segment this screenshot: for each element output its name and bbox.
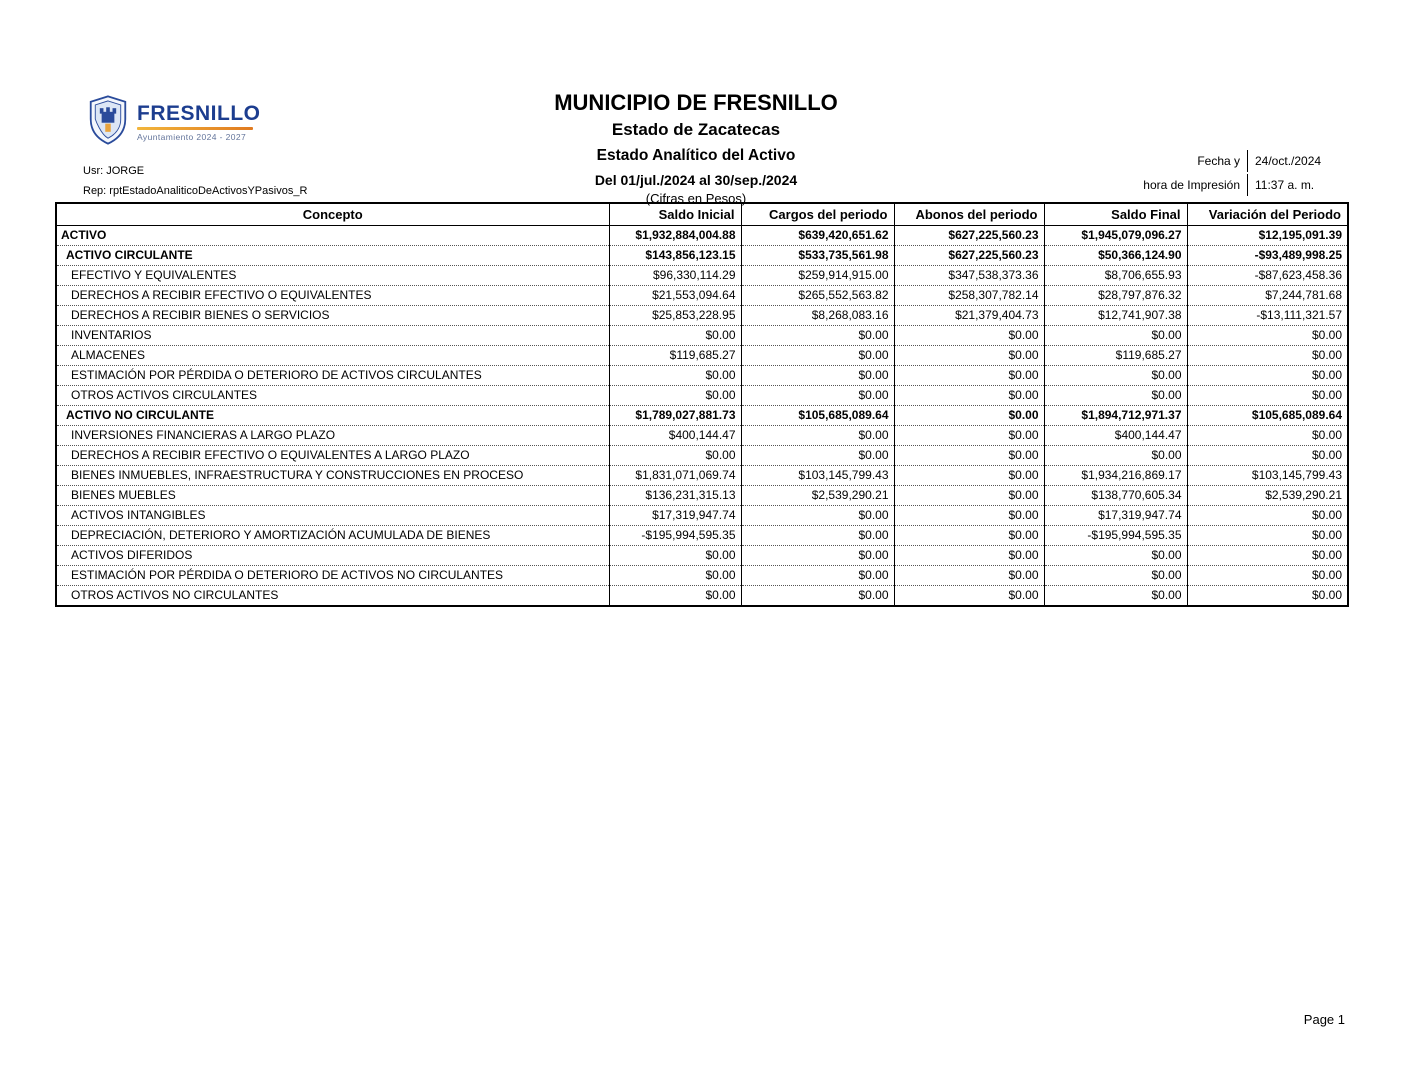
value-cell: $0.00 <box>894 545 1044 565</box>
print-date-row <box>1143 149 1347 173</box>
value-cell: -$87,623,458.36 <box>1187 265 1348 285</box>
value-cell: $627,225,560.23 <box>894 245 1044 265</box>
table-row <box>56 245 1348 265</box>
report-units: (Cifras en Pesos) <box>645 191 747 206</box>
value-cell: $0.00 <box>741 525 894 545</box>
value-cell: $0.00 <box>894 485 1044 505</box>
value-cell: $103,145,799.43 <box>741 465 894 485</box>
concepto-cell: ESTIMACIÓN POR PÉRDIDA O DETERIORO DE ACTIVOS CIRCULANTES <box>56 365 609 385</box>
table-row <box>56 445 1348 465</box>
value-cell: $12,195,091.39 <box>1187 225 1348 245</box>
print-date-value: 24/oct./2024 <box>1255 154 1322 168</box>
value-cell: $1,934,216,869.17 <box>1044 465 1187 485</box>
value-cell: $0.00 <box>609 325 741 345</box>
concepto-cell: BIENES INMUEBLES, INFRAESTRUCTURA Y CONSTRUCCIONES EN PROCESO <box>56 465 609 485</box>
value-cell: $0.00 <box>894 585 1044 606</box>
divider-line <box>1247 174 1248 196</box>
value-cell: $0.00 <box>1187 385 1348 405</box>
table-row <box>56 225 1348 245</box>
value-cell: $8,706,655.93 <box>1044 265 1187 285</box>
table-row <box>56 385 1348 405</box>
logo-subtitle: Ayuntamiento 2024 - 2027 <box>137 132 247 142</box>
table-row <box>56 525 1348 545</box>
concepto-cell: DERECHOS A RECIBIR EFECTIVO O EQUIVALENTES A LARGO PLAZO <box>56 445 609 465</box>
value-cell: $0.00 <box>609 445 741 465</box>
value-cell: $119,685.27 <box>1044 345 1187 365</box>
table-row <box>56 505 1348 525</box>
value-cell: $17,319,947.74 <box>1044 505 1187 525</box>
divider-line <box>1247 150 1248 172</box>
value-cell: $2,539,290.21 <box>1187 485 1348 505</box>
value-cell: $103,145,799.43 <box>1187 465 1348 485</box>
table-row <box>56 485 1348 505</box>
value-cell: $0.00 <box>741 345 894 365</box>
value-cell: $7,244,781.68 <box>1187 285 1348 305</box>
table-row <box>56 285 1348 305</box>
print-date-label: Fecha y <box>1197 154 1240 168</box>
value-cell: $400,144.47 <box>609 425 741 445</box>
value-cell: $21,553,094.64 <box>609 285 741 305</box>
value-cell: $136,231,315.13 <box>609 485 741 505</box>
table-row <box>56 465 1348 485</box>
concepto-cell: ESTIMACIÓN POR PÉRDIDA O DETERIORO DE ACTIVOS NO CIRCULANTES <box>56 565 609 585</box>
value-cell: $0.00 <box>1187 585 1348 606</box>
asset-statement-table <box>55 202 1349 607</box>
value-cell: -$93,489,998.25 <box>1187 245 1348 265</box>
value-cell: $2,539,290.21 <box>741 485 894 505</box>
value-cell: $25,853,228.95 <box>609 305 741 325</box>
value-cell: $0.00 <box>1187 345 1348 365</box>
value-cell: $0.00 <box>1044 585 1187 606</box>
value-cell: $0.00 <box>1187 565 1348 585</box>
value-cell: $96,330,114.29 <box>609 265 741 285</box>
value-cell: $265,552,563.82 <box>741 285 894 305</box>
report-period: Del 01/jul./2024 al 30/sep./2024 <box>594 172 798 188</box>
value-cell: $17,319,947.74 <box>609 505 741 525</box>
table-row <box>56 565 1348 585</box>
table-row <box>56 545 1348 565</box>
col-header-variacion: Variación del Periodo <box>1187 203 1348 225</box>
meta-left <box>83 165 307 205</box>
value-cell: $28,797,876.32 <box>1044 285 1187 305</box>
value-cell: $0.00 <box>741 445 894 465</box>
table-body <box>56 225 1348 606</box>
table-row <box>56 265 1348 285</box>
value-cell: $143,856,123.15 <box>609 245 741 265</box>
value-cell: $0.00 <box>1187 425 1348 445</box>
value-cell: $0.00 <box>1044 445 1187 465</box>
table-row <box>56 305 1348 325</box>
value-cell: $1,894,712,971.37 <box>1044 405 1187 425</box>
value-cell: $1,945,079,096.27 <box>1044 225 1187 245</box>
value-cell: $0.00 <box>1187 525 1348 545</box>
value-cell: $119,685.27 <box>609 345 741 365</box>
value-cell: $0.00 <box>894 325 1044 345</box>
value-cell: $21,379,404.73 <box>894 305 1044 325</box>
value-cell: -$195,994,595.35 <box>609 525 741 545</box>
concepto-cell: DERECHOS A RECIBIR EFECTIVO O EQUIVALENTES <box>56 285 609 305</box>
table-header-row <box>56 203 1348 225</box>
print-time-value: 11:37 a. m. <box>1255 178 1315 192</box>
value-cell: $0.00 <box>894 565 1044 585</box>
value-cell: $1,831,071,069.74 <box>609 465 741 485</box>
meta-right <box>1143 149 1347 197</box>
value-cell: $0.00 <box>894 405 1044 425</box>
value-cell: $259,914,915.00 <box>741 265 894 285</box>
value-cell: $0.00 <box>1044 385 1187 405</box>
concepto-cell: DEPRECIACIÓN, DETERIORO Y AMORTIZACIÓN ACUMULADA DE BIENES <box>56 525 609 545</box>
value-cell: $0.00 <box>741 545 894 565</box>
value-cell: $0.00 <box>1187 445 1348 465</box>
logo-title: FRESNILLO <box>137 102 261 125</box>
value-cell: $639,420,651.62 <box>741 225 894 245</box>
value-cell: $0.00 <box>741 385 894 405</box>
concepto-cell: EFECTIVO Y EQUIVALENTES <box>56 265 609 285</box>
value-cell: $0.00 <box>609 385 741 405</box>
col-header-cargos: Cargos del periodo <box>741 203 894 225</box>
value-cell: $0.00 <box>741 585 894 606</box>
table-row <box>56 345 1348 365</box>
value-cell: $105,685,089.64 <box>1187 405 1348 425</box>
col-header-abonos: Abonos del periodo <box>894 203 1044 225</box>
value-cell: $0.00 <box>894 365 1044 385</box>
value-cell: -$195,994,595.35 <box>1044 525 1187 545</box>
concepto-cell: OTROS ACTIVOS CIRCULANTES <box>56 385 609 405</box>
value-cell: -$13,111,321.57 <box>1187 305 1348 325</box>
value-cell: $0.00 <box>1187 325 1348 345</box>
value-cell: $0.00 <box>894 425 1044 445</box>
value-cell: $0.00 <box>741 325 894 345</box>
print-time-row <box>1143 173 1347 197</box>
value-cell: $0.00 <box>741 565 894 585</box>
report-state-title: Estado de Zacatecas <box>611 120 781 139</box>
page-number: Page 1 <box>1303 1012 1345 1027</box>
value-cell: $0.00 <box>1187 505 1348 525</box>
report-municipality-title: MUNICIPIO DE FRESNILLO <box>554 90 838 115</box>
value-cell: $0.00 <box>1044 545 1187 565</box>
value-cell: $258,307,782.14 <box>894 285 1044 305</box>
value-cell: $0.00 <box>1044 565 1187 585</box>
value-cell: $0.00 <box>741 425 894 445</box>
value-cell: $12,741,907.38 <box>1044 305 1187 325</box>
value-cell: $0.00 <box>894 445 1044 465</box>
concepto-cell: ACTIVO <box>56 225 609 245</box>
value-cell: $0.00 <box>741 505 894 525</box>
value-cell: $0.00 <box>741 365 894 385</box>
concepto-cell: ACTIVO CIRCULANTE <box>56 245 609 265</box>
value-cell: $105,685,089.64 <box>741 405 894 425</box>
col-header-saldo-final: Saldo Final <box>1044 203 1187 225</box>
value-cell: $0.00 <box>1044 365 1187 385</box>
value-cell: $0.00 <box>894 525 1044 545</box>
value-cell: $0.00 <box>894 345 1044 365</box>
value-cell: $0.00 <box>609 585 741 606</box>
value-cell: $1,789,027,881.73 <box>609 405 741 425</box>
value-cell: $8,268,083.16 <box>741 305 894 325</box>
table-row <box>56 365 1348 385</box>
value-cell: $0.00 <box>1187 545 1348 565</box>
concepto-cell: BIENES MUEBLES <box>56 485 609 505</box>
table-row <box>56 585 1348 606</box>
value-cell: $400,144.47 <box>1044 425 1187 445</box>
value-cell: $0.00 <box>609 545 741 565</box>
table-row <box>56 325 1348 345</box>
report-name: Estado Analítico del Activo <box>596 147 796 164</box>
concepto-cell: ACTIVO NO CIRCULANTE <box>56 405 609 425</box>
concepto-cell: DERECHOS A RECIBIR BIENES O SERVICIOS <box>56 305 609 325</box>
user-label: Usr: JORGE <box>83 165 145 177</box>
value-cell: $0.00 <box>1187 365 1348 385</box>
concepto-cell: OTROS ACTIVOS NO CIRCULANTES <box>56 585 609 606</box>
print-time-label: hora de Impresión <box>1143 178 1240 192</box>
concepto-cell: ACTIVOS DIFERIDOS <box>56 545 609 565</box>
value-cell: $347,538,373.36 <box>894 265 1044 285</box>
table-row <box>56 405 1348 425</box>
value-cell: $138,770,605.34 <box>1044 485 1187 505</box>
concepto-cell: ALMACENES <box>56 345 609 365</box>
table-row <box>56 425 1348 445</box>
value-cell: $0.00 <box>894 385 1044 405</box>
value-cell: $0.00 <box>609 565 741 585</box>
concepto-cell: INVERSIONES FINANCIERAS A LARGO PLAZO <box>56 425 609 445</box>
col-header-saldo-inicial: Saldo Inicial <box>609 203 741 225</box>
value-cell: $0.00 <box>1044 325 1187 345</box>
value-cell: $0.00 <box>894 505 1044 525</box>
value-cell: $627,225,560.23 <box>894 225 1044 245</box>
report-id-label: Rep: rptEstadoAnaliticoDeActivosYPasivos_R <box>83 185 308 197</box>
value-cell: $0.00 <box>609 365 741 385</box>
value-cell: $1,932,884,004.88 <box>609 225 741 245</box>
concepto-cell: INVENTARIOS <box>56 325 609 345</box>
value-cell: $533,735,561.98 <box>741 245 894 265</box>
value-cell: $50,366,124.90 <box>1044 245 1187 265</box>
concepto-cell: ACTIVOS INTANGIBLES <box>56 505 609 525</box>
value-cell: $0.00 <box>894 465 1044 485</box>
col-header-concepto: Concepto <box>56 203 609 225</box>
